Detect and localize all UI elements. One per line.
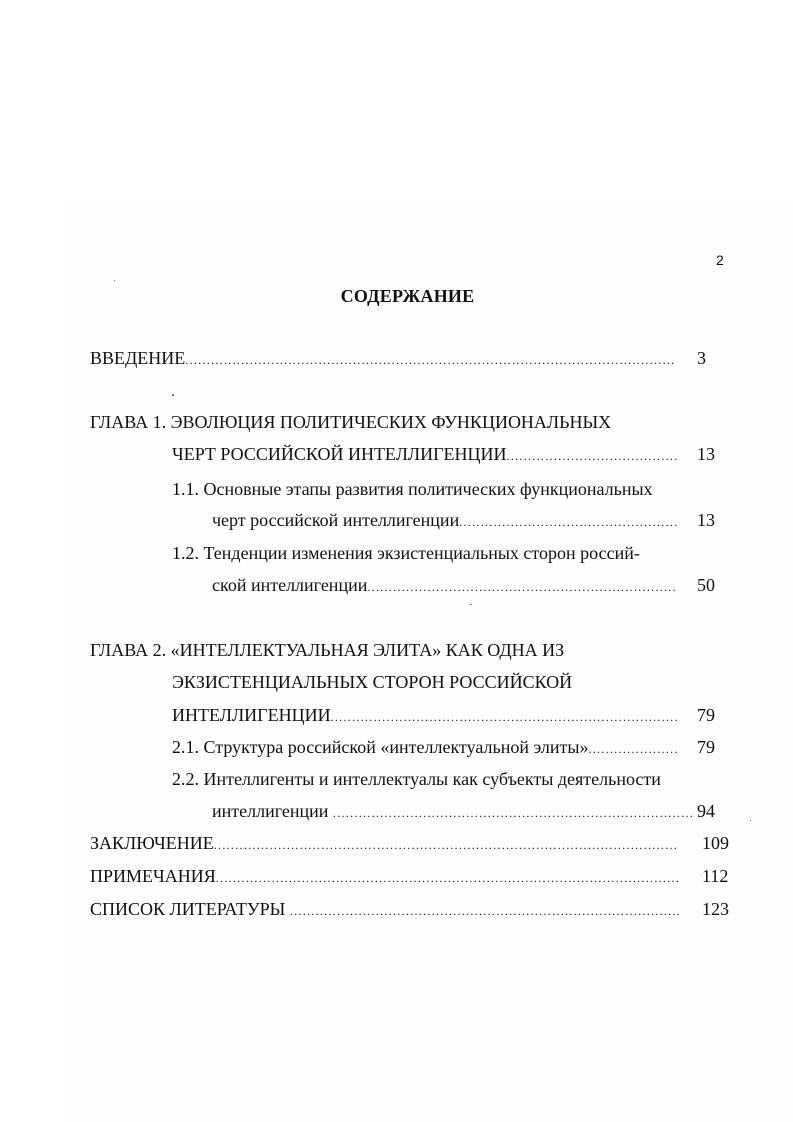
toc-entry-label: ской интеллигенции	[212, 575, 368, 595]
toc-entry-label: ЗАКЛЮЧЕНИЕ	[90, 833, 214, 853]
dot-leader	[331, 705, 677, 729]
toc-entry-label: интеллигенции	[212, 801, 333, 821]
chapter-2-heading-cont: ЭКЗИСТЕНЦИАЛЬНЫХ СТОРОН РОССИЙСКОЙ	[172, 672, 573, 692]
toc-entry-section-1-1[interactable]	[212, 508, 677, 534]
page-number: 2	[716, 252, 724, 268]
dot-leader	[216, 866, 679, 890]
page-ref: 94	[697, 801, 715, 821]
page-ref: 109	[702, 833, 729, 853]
page-ref: 13	[697, 510, 715, 530]
dot-leader	[185, 348, 676, 372]
dot-leader	[214, 833, 679, 857]
toc-entry-notes[interactable]	[90, 864, 679, 890]
toc-entry-label: ИНТЕЛЛИГЕНЦИИ	[172, 705, 331, 725]
dot-leader	[459, 510, 677, 534]
page-ref: 79	[697, 737, 715, 757]
toc-entry-label: ЧЕРТ РОССИЙСКОЙ ИНТЕЛЛИГЕНЦИИ	[172, 444, 507, 464]
toc-entry-chapter-2[interactable]	[172, 703, 677, 729]
dot-leader	[333, 801, 692, 825]
toc-entry-label: СПИСОК ЛИТЕРАТУРЫ	[90, 899, 290, 919]
chapter-1-heading: ГЛАВА 1. ЭВОЛЮЦИЯ ПОЛИТИЧЕСКИХ ФУНКЦИОНАЛЬНЫХ	[90, 412, 612, 432]
chapter-2-heading: ГЛАВА 2. «ИНТЕЛЛЕКТУАЛЬНАЯ ЭЛИТА» КАК ОДНА ИЗ	[90, 640, 565, 660]
toc-entry-section-1-2[interactable]	[212, 573, 677, 599]
toc-entry-section-2-1[interactable]	[172, 735, 677, 761]
scan-speck	[750, 820, 751, 821]
toc-entry-label: 2.1. Структура российской «интеллектуальной элиты»	[172, 737, 589, 757]
page-ref: 3	[697, 348, 706, 368]
scan-speck	[172, 394, 174, 396]
scan-speck	[470, 604, 472, 605]
toc-title: СОДЕРЖАНИЕ	[340, 286, 475, 306]
page-ref: 112	[702, 866, 729, 886]
dot-leader	[367, 575, 677, 599]
section-1-1-heading: 1.1. Основные этапы развития политических функциональных	[172, 479, 653, 499]
page-ref: 79	[697, 705, 715, 725]
page-ref: 123	[702, 899, 729, 919]
toc-entry-label: черт российской интеллигенции	[212, 510, 460, 530]
toc-entry-bibliography[interactable]	[90, 897, 679, 923]
toc-entry-section-2-2[interactable]	[212, 799, 692, 825]
scan-speck	[114, 280, 115, 281]
dot-leader	[290, 899, 679, 923]
toc-entry-chapter-1[interactable]	[172, 442, 677, 468]
dot-leader	[507, 444, 677, 468]
section-2-2-heading: 2.2. Интеллигенты и интеллектуалы как субъекты деятельности	[172, 769, 661, 789]
page-ref: 13	[697, 444, 715, 464]
toc-entry-intro[interactable]	[90, 346, 676, 372]
page-ref: 50	[697, 575, 715, 595]
toc-entry-label: ВВЕДЕНИЕ	[90, 348, 186, 368]
toc-entry-conclusion[interactable]	[90, 831, 679, 857]
section-1-2-heading: 1.2. Тенденции изменения экзистенциальных сторон россий-	[172, 543, 640, 563]
toc-entry-label: ПРИМЕЧАНИЯ	[90, 866, 216, 886]
dot-leader	[588, 737, 677, 761]
